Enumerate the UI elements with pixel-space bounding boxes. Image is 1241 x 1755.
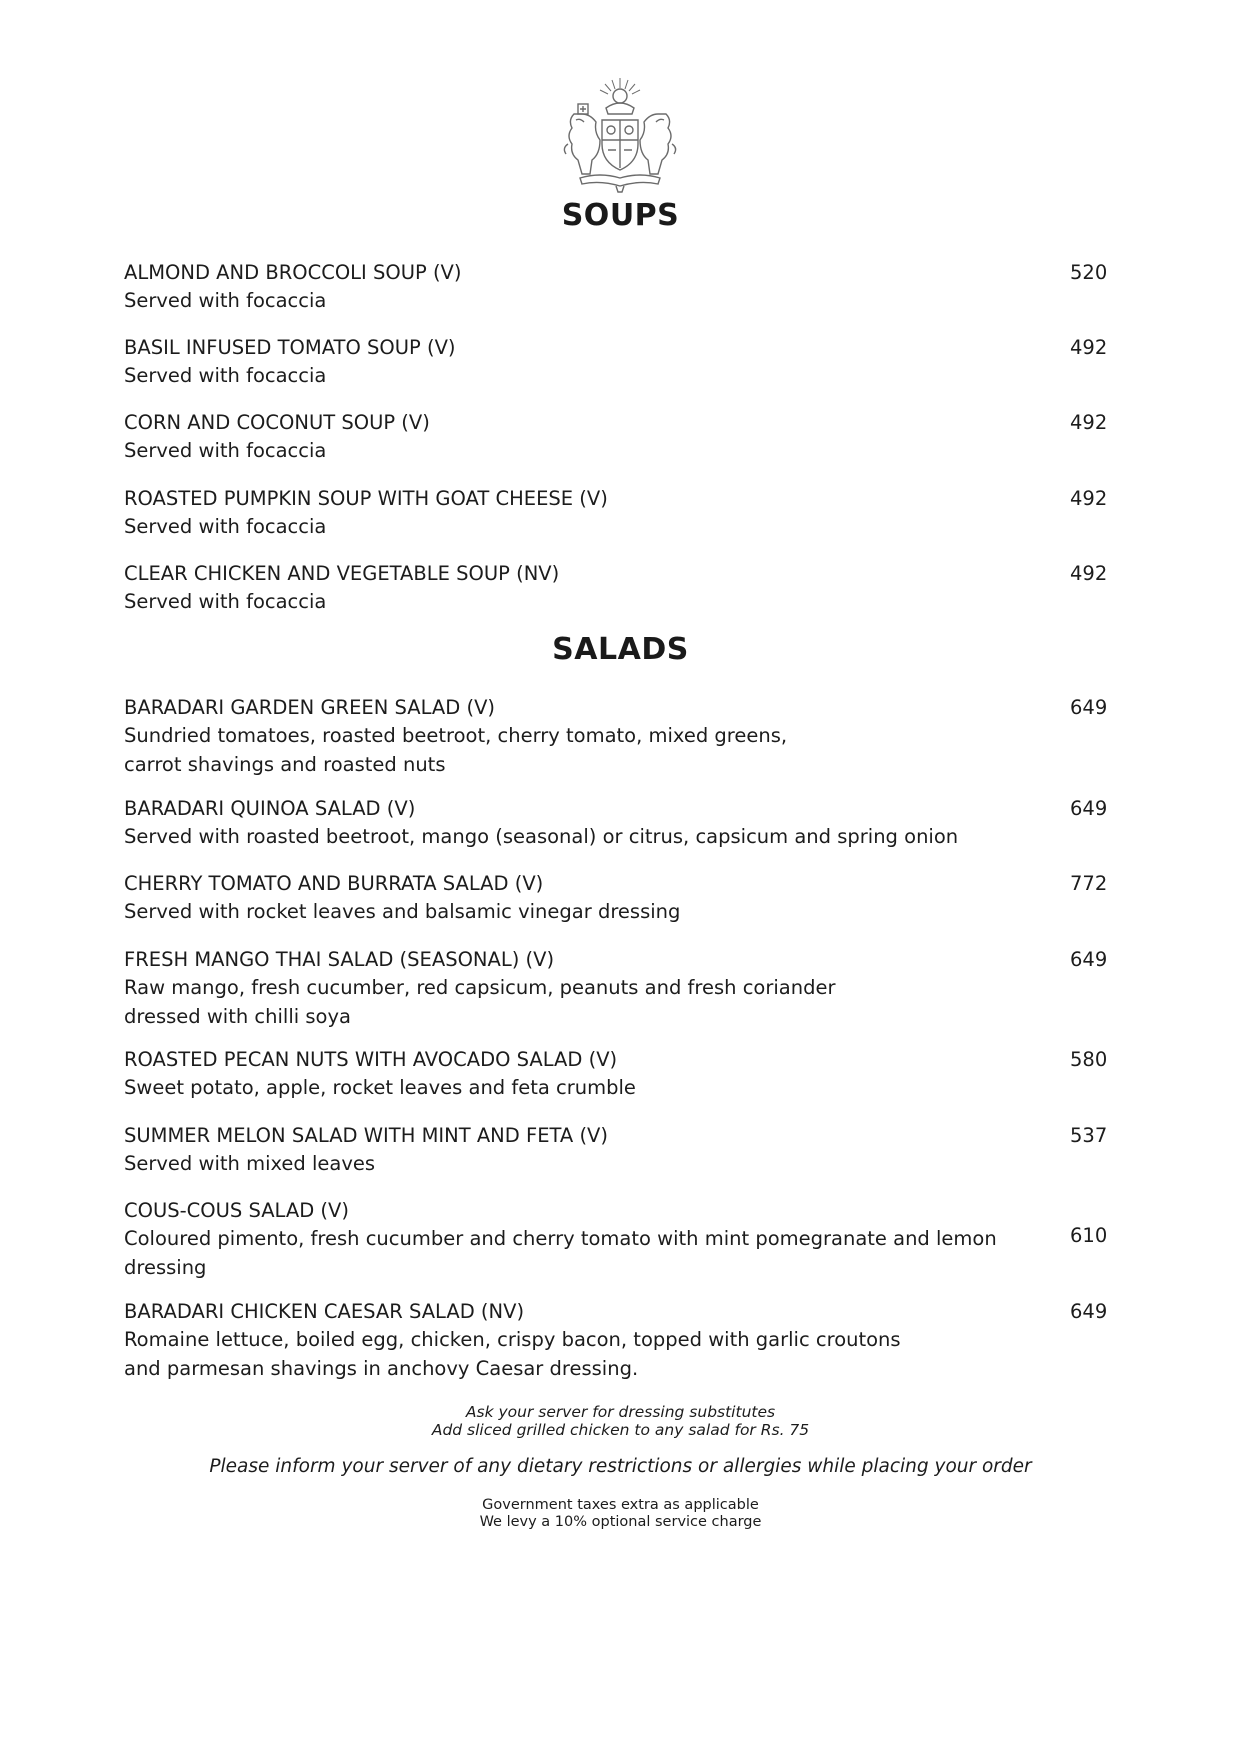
item-price: 537 (1070, 1124, 1108, 1147)
item-price: 492 (1070, 562, 1108, 585)
item-name: ROASTED PUMPKIN SOUP WITH GOAT CHEESE (V) (124, 487, 608, 510)
item-name: BARADARI CHICKEN CAESAR SALAD (NV) (124, 1300, 525, 1323)
section-title-soups: SOUPS (561, 198, 680, 233)
section-title-salads: SALADS (552, 632, 689, 667)
item-price: 649 (1070, 797, 1108, 820)
item-desc: Coloured pimento, fresh cucumber and cherry tomato with mint pomegranate and lemon (124, 1227, 997, 1250)
item-price: 492 (1070, 487, 1108, 510)
item-price: 772 (1070, 872, 1108, 895)
menu-item (124, 694, 1114, 779)
item-price: 520 (1070, 261, 1108, 284)
item-desc: Served with mixed leaves (124, 1152, 376, 1175)
heraldic-crest-icon (560, 74, 680, 196)
item-name: BASIL INFUSED TOMATO SOUP (V) (124, 336, 456, 359)
item-desc: Served with roasted beetroot, mango (seasonal) or citrus, capsicum and spring onion (124, 825, 959, 848)
item-name: ROASTED PECAN NUTS WITH AVOCADO SALAD (V) (124, 1048, 618, 1071)
item-name: COUS-COUS SALAD (V) (124, 1199, 349, 1222)
menu-item (124, 1122, 1114, 1179)
item-price: 649 (1070, 1300, 1108, 1323)
item-price: 492 (1070, 336, 1108, 359)
item-name: ALMOND AND BROCCOLI SOUP (V) (124, 261, 462, 284)
item-price: 649 (1070, 948, 1108, 971)
item-name: SUMMER MELON SALAD WITH MINT AND FETA (V) (124, 1124, 609, 1147)
item-desc: carrot shavings and roasted nuts (124, 752, 446, 776)
item-name: BARADARI GARDEN GREEN SALAD (V) (124, 696, 496, 719)
item-desc: Served with rocket leaves and balsamic vinegar dressing (124, 900, 681, 923)
item-name: CHERRY TOMATO AND BURRATA SALAD (V) (124, 872, 544, 895)
menu-item (124, 1298, 1114, 1383)
item-desc: Served with focaccia (124, 439, 327, 462)
menu-item (124, 259, 1114, 316)
chicken-addon-note: Add sliced grilled chicken to any salad for Rs. 75 (431, 1421, 810, 1439)
item-name: CLEAR CHICKEN AND VEGETABLE SOUP (NV) (124, 562, 560, 585)
taxes-note: Government taxes extra as applicable (482, 1497, 759, 1513)
item-desc: Served with focaccia (124, 515, 327, 538)
item-desc: Sundried tomatoes, roasted beetroot, cherry tomato, mixed greens, (124, 724, 788, 747)
menu-item (124, 334, 1114, 391)
dressing-note: Ask your server for dressing substitutes (465, 1403, 776, 1421)
menu-item (124, 485, 1114, 542)
menu-item (124, 560, 1114, 617)
item-desc: Served with focaccia (124, 364, 327, 387)
menu-item (124, 946, 1114, 1031)
item-desc: Sweet potato, apple, rocket leaves and feta crumble (124, 1076, 636, 1099)
item-price: 649 (1070, 696, 1108, 719)
menu-item (124, 870, 1114, 927)
item-desc: Served with focaccia (124, 590, 327, 613)
menu-item (124, 1197, 1114, 1282)
menu-item (124, 409, 1114, 466)
item-desc: Served with focaccia (124, 289, 327, 312)
menu-item (124, 795, 1114, 852)
item-desc: Romaine lettuce, boiled egg, chicken, crispy bacon, topped with garlic croutons (124, 1328, 901, 1351)
item-name: CORN AND COCONUT SOUP (V) (124, 411, 430, 434)
item-desc: Raw mango, fresh cucumber, red capsicum, peanuts and fresh coriander (124, 976, 836, 999)
item-desc: dressed with chilli soya (124, 1004, 351, 1028)
item-price: 610 (1070, 1224, 1108, 1247)
item-price: 492 (1070, 411, 1108, 434)
allergy-note: Please inform your server of any dietary restrictions or allergies while placing your order (209, 1456, 1032, 1477)
item-price: 580 (1070, 1048, 1108, 1071)
menu-item (124, 1046, 1114, 1103)
item-desc: dressing (124, 1255, 207, 1279)
item-desc: and parmesan shavings in anchovy Caesar dressing. (124, 1356, 639, 1380)
item-name: BARADARI QUINOA SALAD (V) (124, 797, 416, 820)
item-name: FRESH MANGO THAI SALAD (SEASONAL) (V) (124, 948, 555, 971)
service-charge-note: We levy a 10% optional service charge (479, 1514, 762, 1530)
